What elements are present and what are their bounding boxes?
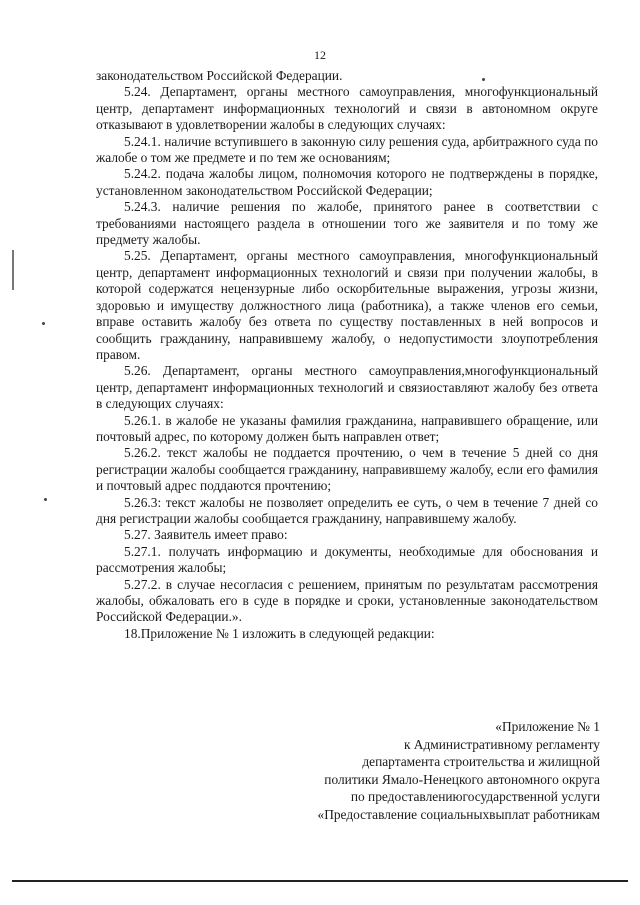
paragraph-5-24-2: 5.24.2. подача жалобы лицом, полномочия которого не подтверждены в порядке, установленном законодательством Российской Федерации; [96,166,598,198]
paragraph-5-26: 5.26. Департамент, органы местного самоуправления,многофункциональный центр, департамент информационных технологий и связиоставляют жалобу без ответа в следующих случаях: [96,363,598,412]
paragraph-5-27-1: 5.27.1. получать информацию и документы, необходимые для обоснования и рассмотрения жалобы; [96,543,598,576]
paragraph-5-26-3: 5.26.3: текст жалобы не позволяет определить ее суть, о чем в течение 7 дней со дня регистрации жалобы сообщается гражданину, направившему жалобу. [96,494,598,526]
scan-speck [44,498,47,501]
paragraph-5-27-2: 5.27.2. в случае несогласия с решением, принятым по результатам рассмотрения жалобы, обжаловать его в суде в порядке и сроки, установленные законодательством Российской Федерации.». [96,576,598,625]
paragraph-continuation: законодательством Российской Федерации. [96,68,343,83]
bottom-edge-line [12,880,628,882]
document-body [96,68,598,642]
scan-speck [42,322,45,325]
paragraph-5-26-2: 5.26.2. текст жалобы не поддается прочтению, о чем в течение 5 дней со дня регистрации жалобы сообщается гражданину, направившему жалобу, если его фамилия и почтовый адрес поддаются прочтению; [96,445,598,494]
appendix-line: «Предоставление социальныхвыплат работникам [317,806,600,822]
paragraph-5-25: 5.25. Департамент, органы местного самоуправления, многофункциональный центр, департамент информационных технологий и связи при получении жалобы, в которой содержатся нецензурные либо оскорбительные выражения, угрозы жизни, здоровью и имуществу должностного лица (работника), а также членов его семьи, вправе оставить жалобу без ответа по существу поставленных в ней вопросов и сообщить гражданину, направившему жалобу, о недопустимости злоупотребления правом. [96,248,598,362]
scan-margin-mark [12,250,14,290]
appendix-line: «Приложение № 1 [495,719,600,734]
appendix-line: департамента строительства и жилищной [362,754,600,769]
paragraph-5-24-1: 5.24.1. наличие вступившего в законную силу решения суда, арбитражного суда по жалобе о том же предмете и по тем же основаниям; [96,133,598,166]
appendix-heading-block [270,718,600,823]
scan-speck [482,78,485,81]
paragraph-5-26-1: 5.26.1. в жалобе не указаны фамилия гражданина, направившего обращение, или почтовый адрес, по которому должен быть направлен ответ; [96,412,598,444]
appendix-line: по предоставлениюгосударственной услуги [350,789,600,804]
paragraph-5-27: 5.27. Заявитель имеет право: [124,527,288,543]
paragraph-18: 18.Приложение № 1 изложить в следующей редакции: [124,625,435,641]
page-number: 12 [314,48,326,62]
appendix-line: к Административному регламенту [403,736,600,752]
paragraph-5-24-3: 5.24.3. наличие решения по жалобе, принятого ранее в соответствии с требованиями настоящего раздела в отношении того же заявителя и по тому же предмету жалобы. [96,199,598,248]
paragraph-5-24: 5.24. Департамент, органы местного самоуправления, многофункциональный центр, департамент информационных технологий и связи в автономном округе отказывают в удовлетворении жалобы в следующих случаях: [96,84,598,133]
appendix-line: политики Ямало-Ненецкого автономного округа [324,771,600,787]
